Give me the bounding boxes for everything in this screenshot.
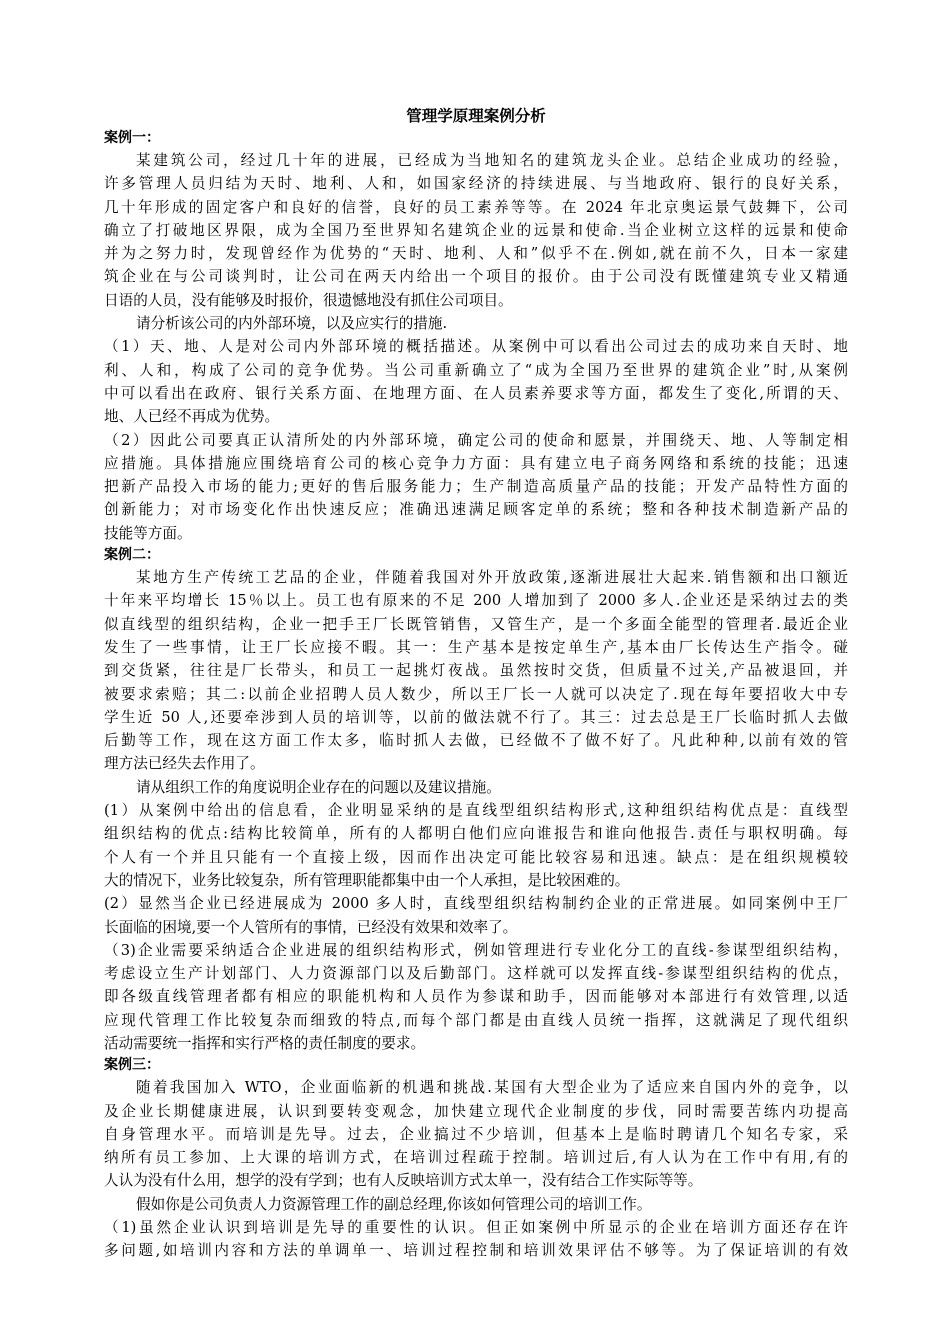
paragraph [104, 149, 848, 312]
paragraph [104, 1076, 848, 1192]
text-line: 人认为没有什么用，想学的没有学到；也有人反映培训方式太单一，没有结合工作实际等等。 [104, 1172, 703, 1190]
text-line: 利、人和，构成了公司的竞争优势。当公司重新确立了“成为全国乃至世界的建筑企业”时,从案例 [104, 361, 848, 379]
case-heading: 案例三： [104, 1057, 160, 1074]
case-heading: 案例二： [104, 547, 160, 564]
case-section [104, 128, 848, 545]
paragraph [104, 429, 848, 545]
text-line: 并为之努力时，发现曾经作为优势的“天时、地利、人和”似乎不在.例如,就在前不久，日本一家建 [104, 245, 848, 263]
text-line: 大的情况下，业务比较复杂，所有管理职能都集中由一个人承担，是比较困难的。 [104, 871, 630, 889]
paragraph [104, 776, 848, 799]
text-line: 技能等方面。 [104, 524, 192, 542]
text-line: (2）显然当企业已经进展成为 2000 多人时，直线型组织结构制约企业的正常进展。如同案例中王厂 [104, 895, 848, 913]
text-line: (1）从案例中给出的信息看，企业明显采纳的是直线型组织结构形式,这种组织结构优点是：直线型 [104, 802, 848, 820]
text-line: （1）天、地、人是对公司内外部环境的概括描述。从案例中可以看出公司过去的成功来自天时、地 [104, 338, 848, 356]
paragraph [104, 1193, 848, 1216]
text-line: 学生近 50 人,还要牵涉到人员的培训等，以前的做法就不行了。其三：过去总是王厂长临时抓人去做 [104, 708, 848, 726]
paragraph [104, 566, 848, 776]
paragraph [104, 939, 848, 1055]
text-line: 被要求索赔；其二:以前企业招聘人员人数少，所以王厂长一人就可以决定了.现在每年要招收大中专 [104, 685, 848, 703]
document-title: 管理学原理案例分析 [406, 107, 546, 125]
text-line: （2）因此公司要真正认清所处的内外部环境，确定公司的使命和愿景，并围绕天、地、人等制定相 [104, 431, 848, 449]
text-line: 应现代管理工作比较复杂而细致的特点,而每个部门都是由直线人员统一指挥，这就满足了现代组织 [104, 1011, 848, 1029]
text-line: 发生了一些事情，让王厂长应接不暇。其一：生产基本是按定单生产,基本由厂长传达生产指令。碰 [104, 638, 848, 656]
paragraph [104, 1216, 848, 1263]
text-line: 某地方生产传统工艺品的企业，伴随着我国对外开放政策,逐渐进展壮大起来.销售额和出口额近 [136, 569, 848, 587]
text-line: 后勤等工作，现在这方面工作太多，临时抓人去做，已经做不了做不好了。凡此种种,以前有效的管 [104, 732, 848, 750]
text-line: 请分析该公司的内外部环境，以及应实行的措施. [136, 315, 448, 333]
text-line: 创新能力；对市场变化作出快速反应；准确迅速满足顾客定单的系统；整和各种技术制造新产品的 [104, 501, 848, 519]
text-line: 中可以看出在政府、银行关系方面、在地理方面、在人员素养要求等方面，都发生了变化,所谓的天、 [104, 384, 848, 402]
case-heading: 案例一： [104, 130, 160, 146]
text-line: 个人有一个并且只能有一个直接上级，因而作出决定可能比较容易和迅速。缺点：是在组织规模较 [104, 848, 848, 866]
text-line: 许多管理人员归结为天时、地利、人和，如国家经济的持续进展、与当地政府、银行的良好关系， [104, 175, 848, 193]
text-line: 多问题,如培训内容和方法的单调单一、培训过程控制和培训效果评估不够等。为了保证培训的有效 [104, 1242, 848, 1260]
paragraph [104, 799, 848, 892]
case-section [104, 1055, 848, 1262]
text-line: 应措施。具体措施应围绕培育公司的核心竞争力方面：具有建立电子商务网络和系统的技能；迅速 [104, 454, 848, 472]
text-line: 请从组织工作的角度说明企业存在的问题以及建议措施。 [136, 778, 501, 796]
text-line: 筑企业在与公司谈判时，让公司在两天内给出一个项目的报价。由于公司没有既懂建筑专业又精通 [104, 268, 848, 286]
paragraph [104, 892, 848, 939]
text-line: 自身管理水平。而培训是先导。过去，企业搞过不少培训，但基本上是临时聘请几个知名专家，采 [104, 1125, 848, 1143]
text-line: （1)虽然企业认识到培训是先导的重要性的认识。但正如案例中所显示的企业在培训方面还存在许 [104, 1219, 848, 1237]
document-body [104, 128, 848, 1263]
text-line: 日语的人员，没有能够及时报价，很遗憾地没有抓住公司项目。 [104, 291, 513, 309]
text-line: 长面临的困境,要一个人管所有的事情，已经没有效果和效率了。 [104, 918, 518, 936]
text-line: 确立了打破地区界限，成为全国乃至世界知名建筑企业的远景和使命.当企业树立这样的远景和使命 [104, 221, 848, 239]
text-line: 把新产品投入市场的能力;更好的售后服务能力；生产制造高质量产品的技能；开发产品特性方面的 [104, 478, 848, 496]
text-line: 到交货紧，往往是厂长带头，和员工一起挑灯夜战。虽然按时交货，但质量不过关,产品被退回，并 [104, 662, 848, 680]
text-line: 某建筑公司，经过几十年的进展，已经成为当地知名的建筑龙头企业。总结企业成功的经验， [136, 152, 848, 169]
text-line: 组织结构的优点:结构比较简单，所有的人都明白他们应向谁报告和谁向他报告.责任与职权明确。每 [104, 825, 848, 843]
text-line: 考虑设立生产计划部门、人力资源部门以及后勤部门。这样就可以发挥直线-参谋型组织结构的优点， [104, 965, 848, 983]
text-line: 及企业长期健康进展，认识到要转变观念，加快建立现代企业制度的步伐，同时需要苦练内功提高 [104, 1102, 848, 1120]
text-line: 活动需要统一指挥和实行严格的责任制度的要求。 [104, 1034, 426, 1052]
text-line: 十年来平均增长 15％以上。员工也有原来的不足 200 人增加到了 2000 多人.企业还是采纳过去的类 [104, 592, 848, 610]
paragraph [104, 335, 848, 428]
case-section [104, 545, 848, 1055]
text-line: 纳所有员工参加、上大课的培训方式，在培训过程疏于控制。培训过后,有人认为在工作中有用,有的 [104, 1149, 848, 1167]
text-line: 即各级直线管理者都有相应的职能机构和人员作为参谋和助手，因而能够对本部进行有效管理,以适 [104, 988, 848, 1006]
text-line: 随着我国加入 WTO，企业面临新的机遇和挑战.某国有大型企业为了适应来自国内外的竞争，以 [136, 1079, 848, 1097]
document-page [104, 104, 848, 1263]
text-line: 几十年形成的固定客户和良好的信誉，良好的员工素养等等。在 2024 年北京奥运景气鼓舞下，公司 [104, 198, 848, 216]
text-line: 地、人已经不再成为优势。 [104, 408, 280, 426]
text-line: （3)企业需要采纳适合企业进展的组织结构形式，例如管理进行专业化分工的直线-参谋型组织结构， [104, 941, 848, 959]
paragraph [104, 312, 848, 335]
text-line: 似直线型的组织结构，企业一把手王厂长既管销售，又管生产，是一个多面全能型的管理者.最近企业 [104, 615, 848, 633]
text-line: 理方法已经失去作用了。 [104, 755, 265, 773]
text-line: 假如你是公司负责人力资源管理工作的副总经理,你该如何管理公司的培训工作。 [136, 1195, 652, 1213]
